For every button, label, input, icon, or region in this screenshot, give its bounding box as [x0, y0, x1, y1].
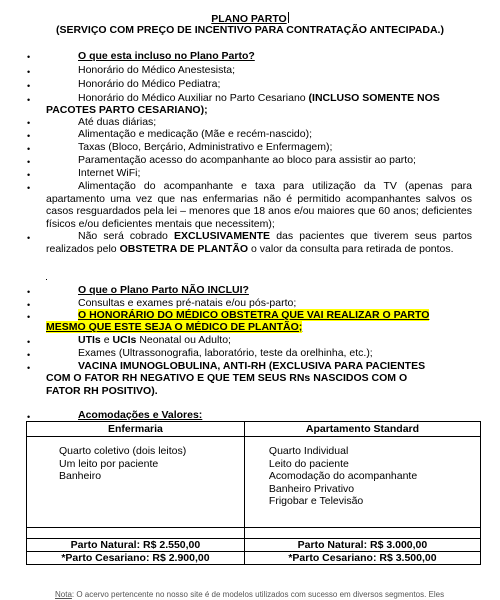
bullet-icon: •	[27, 144, 31, 154]
bullet-icon: •	[27, 183, 31, 193]
list-item-continuation: MESMO QUE ESTE SEJA O MÉDICO DE PLANTÃO;	[46, 321, 303, 333]
list-item: UTIs e UCIs Neonatal ou Adulto;	[78, 334, 231, 346]
bullet-icon: •	[27, 95, 31, 105]
feature-item: Banheiro Privativo	[268, 482, 355, 495]
bullet-icon: •	[27, 67, 31, 77]
column-header: Apartamento Standard	[244, 422, 480, 437]
footer-note: Nota: O acervo pertencente no nosso site é de modelos utilizados com sucesso em diversos segmentos. Eles	[55, 590, 445, 599]
feature-item: Frigobar e Televisão	[268, 495, 364, 507]
bullet-icon: •	[27, 52, 31, 62]
list-item: Alimentação do acompanhante e taxa para utilização da TV (apenas para apartamento uma vez que nas enfermarias não é permitido acompanhantes salvos os casos resguardados pela lei – menores que 18 anos e/ou maiores que 60 anos; deficientes físicos e/ou deficientes mentais que necessitem);	[46, 180, 472, 230]
bullet-icon: •	[27, 312, 31, 322]
bullet-icon: •	[27, 118, 31, 128]
excluded-heading: O que o Plano Parto NÃO INCLUI?	[78, 284, 249, 296]
document-subtitle: (SERVIÇO COM PREÇO DE INCENTIVO PARA CONTRATAÇÃO ANTECIPADA.)	[56, 24, 444, 36]
feature-item: Quarto Individual	[268, 445, 349, 457]
bullet-icon: •	[27, 287, 31, 297]
list-item-continuation: PACOTES PARTO CESARIANO);	[46, 104, 208, 116]
bullet-icon: •	[27, 363, 31, 373]
enfermaria-features	[27, 437, 245, 528]
bullet-icon: •	[27, 170, 31, 180]
bullet-icon: •	[27, 157, 31, 167]
bullet-icon: •	[27, 300, 31, 310]
bullet-icon: •	[27, 81, 31, 91]
price-cell: *Parto Cesariano: R$ 2.900,00	[27, 552, 245, 565]
feature-item: Quarto coletivo (dois leitos)	[59, 445, 187, 457]
list-item: Paramentação acesso do acompanhante ao bloco para assistir ao parto;	[78, 154, 416, 166]
list-item: Até duas diárias;	[78, 116, 157, 128]
list-item-highlighted: O HONORÁRIO DO MÉDICO OBSTETRA QUE VAI REALIZAR O PARTO	[78, 309, 430, 321]
included-heading: O que esta incluso no Plano Parto?	[78, 50, 255, 62]
document-title: PLANO PARTO	[211, 13, 287, 25]
list-item: VACINA IMUNOGLOBULINA, ANTI-RH (EXCLUSIVA PARA PACIENTES	[78, 360, 426, 372]
list-item: Honorário do Médico Anestesista;	[78, 64, 236, 76]
list-item: Taxas (Bloco, Berçário, Administrativo e Enfermagem);	[78, 141, 333, 153]
feature-item: Um leito por paciente	[59, 457, 159, 470]
list-item: Honorário do Médico Auxiliar no Parto Cesariano (INCLUSO SOMENTE NOS	[78, 92, 440, 104]
prices-heading: Acomodações e Valores:	[78, 409, 203, 421]
bullet-icon: •	[27, 233, 31, 243]
bullet-icon: •	[27, 412, 31, 422]
list-item: Alimentação e medicação (Mãe e recém-nascido);	[78, 128, 313, 140]
price-cell: Parto Natural: R$ 2.550,00	[27, 539, 245, 552]
price-cell: Parto Natural: R$ 3.000,00	[244, 539, 480, 552]
empty-paragraph-mark	[46, 279, 47, 280]
apartamento-features	[244, 437, 480, 528]
bullet-icon: •	[27, 131, 31, 141]
list-item: Exames (Ultrassonografia, laboratório, teste da orelhinha, etc.);	[78, 347, 373, 359]
bullet-icon: •	[27, 337, 31, 347]
empty-cell	[27, 528, 245, 539]
list-item: Não será cobrado EXCLUSIVAMENTE das pacientes que tiverem seus partos realizados pelo OBSTETRA DE PLANTÃO o valor da consulta para retirada de pontos.	[46, 230, 472, 255]
list-item: Consultas e exames pré-natais e/ou pós-parto;	[78, 297, 297, 309]
feature-item: Acomodação do acompanhante	[268, 470, 418, 482]
list-item: Internet WiFi;	[78, 167, 141, 179]
list-item: Honorário do Médico Pediatra;	[78, 78, 221, 90]
list-item-continuation: FATOR RH POSITIVO).	[46, 385, 158, 397]
column-header: Enfermaria	[27, 422, 245, 437]
feature-item: Banheiro	[59, 470, 102, 482]
text-cursor	[288, 12, 289, 23]
empty-cell	[244, 528, 480, 539]
price-cell: *Parto Cesariano: R$ 3.500,00	[244, 552, 480, 565]
feature-item: Leito do paciente	[268, 457, 349, 470]
bullet-icon: •	[27, 350, 31, 360]
list-item-continuation: COM O FATOR RH NEGATIVO E QUE TEM SEUS RNs NASCIDOS COM O	[46, 372, 408, 384]
prices-table	[26, 421, 481, 565]
